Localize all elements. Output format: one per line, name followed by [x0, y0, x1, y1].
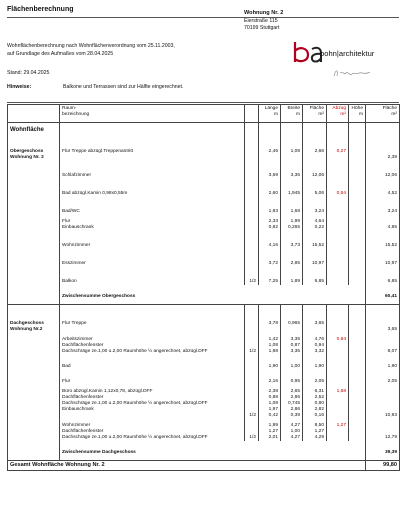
room-name-cell — [60, 249, 245, 267]
value-line: 1,00 — [290, 364, 300, 369]
header-flaeche — [303, 105, 327, 123]
value-line: 1,68 — [290, 208, 300, 214]
floor-label-cell — [8, 197, 60, 215]
total-area-cell: 12,79 — [366, 419, 400, 441]
value-line: 0,265 — [287, 224, 300, 230]
value-line: 15,52 — [311, 242, 324, 248]
value-line: 1,98 — [268, 349, 278, 354]
total-area-cell: 8,07 — [366, 333, 400, 355]
value-line: 3,35 — [290, 337, 300, 342]
value-line: 1,08 — [268, 401, 278, 406]
value-line: 2,33 — [268, 218, 278, 224]
value-cell-a — [303, 215, 327, 231]
address-line-3: 70199 Stuttgart — [244, 25, 280, 31]
factor-cell — [245, 312, 259, 333]
value-cell-l — [259, 215, 281, 231]
table-row — [8, 161, 400, 179]
subtotal-row — [8, 285, 400, 305]
hoehe-cell — [349, 197, 366, 215]
signature-image — [332, 67, 372, 79]
page-title: Flächenberechnung — [7, 6, 74, 13]
room-name-line: Dachflächenfenster — [62, 343, 104, 348]
header-abzug-unit: m² — [340, 112, 346, 117]
header-flaeche-total — [366, 105, 400, 123]
value-cell-l — [259, 267, 281, 285]
floor-label-cell — [8, 215, 60, 231]
hoehe-cell — [349, 419, 366, 441]
room-name-line: Flur Treppe — [62, 321, 87, 326]
room-name-cell — [60, 370, 245, 385]
floor-label: Obergeschoss — [10, 148, 44, 154]
room-name-line: Dachflächenfenster — [62, 429, 104, 434]
factor-cell — [245, 370, 259, 385]
value-cell-b — [281, 333, 303, 355]
header-hoehe — [349, 105, 366, 123]
value-line: 1,99 — [290, 218, 300, 224]
value-line: 3,24 — [314, 208, 324, 214]
room-name-line: Wohnzimmer — [62, 242, 91, 248]
hoehe-cell — [349, 137, 366, 161]
value-line: 4,29 — [314, 435, 324, 440]
value-line: 6,31 — [314, 389, 324, 394]
value-cell-l — [259, 370, 281, 385]
value-line: 1,68 — [336, 389, 346, 394]
value-cell-l — [259, 249, 281, 267]
table-row — [8, 419, 400, 441]
value-cell-l — [259, 333, 281, 355]
value-cell-l — [259, 137, 281, 161]
value-line: 2,95 — [290, 260, 300, 266]
section-row — [8, 123, 400, 137]
value-line: 1,27 — [314, 429, 324, 434]
value-line: 7,25 — [268, 278, 278, 284]
header-flaeche-label: Fläche — [309, 106, 324, 111]
hoehe-cell — [349, 333, 366, 355]
value-line: 0,80 — [314, 401, 324, 406]
factor-cell — [245, 197, 259, 215]
value-line: 4,27 — [290, 435, 300, 440]
table-row — [8, 137, 400, 161]
value-line: 1,90 — [314, 364, 324, 369]
header-raum-l1: Raum- — [62, 106, 77, 111]
value-cell-b — [281, 137, 303, 161]
value-line: 4,64 — [314, 218, 324, 224]
floor-unit-label: Wohnung Nr. 2 — [10, 154, 44, 160]
factor-cell — [245, 231, 259, 249]
table-row — [8, 355, 400, 370]
header-flaeche-total-unit: m² — [391, 112, 397, 117]
floor-label-cell — [8, 355, 60, 370]
room-name-line: Wohnzimmer — [62, 423, 91, 428]
value-line: 3,59 — [268, 172, 278, 178]
room-name-cell — [60, 355, 245, 370]
value-cell-a — [303, 267, 327, 285]
value-line: 4,76 — [314, 337, 324, 342]
grand-total-row — [8, 461, 400, 471]
value-line: 0,16 — [314, 413, 324, 418]
value-cell-a — [303, 231, 327, 249]
floor-label-cell — [8, 267, 60, 285]
value-line: 2,38 — [268, 389, 278, 394]
hinweis-label: Hinweise: — [7, 84, 32, 90]
value-cell-l — [259, 355, 281, 370]
room-name-cell — [60, 215, 245, 231]
hoehe-cell — [349, 215, 366, 231]
value-cell-ab — [327, 161, 349, 179]
room-name-line: Dachschräge ze.1,00 u.2,00 Raumhöhe ½ angerechnet, abzügl.DFF — [62, 349, 208, 354]
factor-cell — [245, 355, 259, 370]
value-cell-a — [303, 333, 327, 355]
table-row — [8, 333, 400, 355]
subtotal-empty — [8, 285, 60, 305]
room-name-cell — [60, 267, 245, 285]
section-spacer — [8, 304, 400, 312]
value-cell-ab — [327, 267, 349, 285]
hoehe-cell — [349, 370, 366, 385]
value-line: 3,35 — [290, 349, 300, 354]
factor-cell: 1/2 — [245, 419, 259, 441]
room-name-line: Esszimmer — [62, 260, 86, 266]
value-cell-b — [281, 370, 303, 385]
total-area-cell: 10,97 — [366, 249, 400, 267]
total-area-cell: 15,52 — [366, 231, 400, 249]
value-line: 6,85 — [314, 278, 324, 284]
floor-label-cell — [8, 137, 60, 161]
value-line: 1,00 — [290, 429, 300, 434]
value-cell-b — [281, 355, 303, 370]
value-line: 0,965 — [287, 321, 300, 326]
header-breite-label: Breite — [287, 106, 300, 111]
value-cell-a — [303, 355, 327, 370]
hinweis-text: Balkone und Terrassen sind zur Hälfte eingerechnet. — [63, 84, 184, 90]
room-name-cell — [60, 231, 245, 249]
value-line: 2,52 — [314, 395, 324, 400]
hoehe-cell — [349, 231, 366, 249]
value-cell-ab — [327, 355, 349, 370]
value-line: 3,72 — [268, 260, 278, 266]
value-line: 0,54 — [336, 190, 346, 196]
header-laenge — [259, 105, 281, 123]
value-line: 0,94 — [314, 343, 324, 348]
value-cell-ab — [327, 385, 349, 419]
room-name-line: Bad/WC — [62, 208, 80, 214]
value-line: 1,945 — [287, 190, 300, 196]
header-factor — [245, 105, 259, 123]
intro-line-1: Wohnflächenberechnung nach Wohnflächenverordnung vom 25.11.2003, — [7, 43, 175, 49]
value-line: 2,01 — [268, 435, 278, 440]
total-area-cell: 10,93 — [366, 385, 400, 419]
logo-text: bohn|architektur — [320, 49, 375, 58]
intro-text — [7, 43, 175, 58]
value-line: 2,86 — [290, 407, 300, 412]
value-cell-l — [259, 179, 281, 197]
floor-label-cell — [8, 312, 60, 333]
total-area-cell: 3,24 — [366, 197, 400, 215]
value-line: 1,97 — [268, 407, 278, 412]
value-cell-ab — [327, 333, 349, 355]
value-line: 3,78 — [268, 321, 278, 326]
value-cell-b — [281, 161, 303, 179]
header-empty — [8, 105, 60, 123]
intro-line-2: auf Grundlage des Aufmaßes vom 28.04.2025 — [7, 50, 114, 57]
subtotal-label: Zwischensumme Dachgeschoss — [60, 441, 366, 461]
value-line: 0,82 — [268, 224, 278, 230]
value-line: 12,06 — [311, 172, 324, 178]
value-line: 0,22 — [314, 224, 324, 230]
value-line: 1,93 — [268, 208, 278, 214]
hoehe-cell — [349, 267, 366, 285]
value-line: 1,90 — [268, 364, 278, 369]
factor-cell — [245, 215, 259, 231]
header-laenge-unit: m — [274, 112, 278, 117]
value-cell-b — [281, 215, 303, 231]
floor-label-cell — [8, 333, 60, 355]
header-laenge-label: Länge — [264, 106, 278, 111]
value-cell-a — [303, 137, 327, 161]
hoehe-cell — [349, 385, 366, 419]
value-line: 0,27 — [336, 148, 346, 154]
subtotal-empty — [8, 441, 60, 461]
room-name-cell — [60, 419, 245, 441]
room-name-cell — [60, 385, 245, 419]
value-line: 3,32 — [314, 349, 324, 354]
table-row — [8, 370, 400, 385]
value-cell-a — [303, 419, 327, 441]
total-area-cell: 3,65 — [366, 312, 400, 333]
total-area-cell: 12,06 — [366, 161, 400, 179]
hinweis-rule — [7, 102, 399, 103]
header-flaeche-total-label: Fläche — [382, 106, 397, 111]
room-name-line: Dachschräge ze.1,00 u.2,00 Raumhöhe ½ angerechnet, abzügl.DFF — [62, 435, 208, 440]
header-breite-unit: m — [296, 112, 300, 117]
factor-cell: 1/2 — [245, 385, 259, 419]
value-line: 10,97 — [311, 260, 324, 266]
address-line-2: Eierstraße 115 — [244, 17, 278, 24]
hoehe-cell — [349, 355, 366, 370]
area-table — [7, 104, 400, 471]
grand-total-value: 99,80 — [366, 461, 400, 471]
table-row — [8, 312, 400, 333]
header-rule — [7, 17, 399, 18]
value-line: 0,42 — [268, 413, 278, 418]
table-row — [8, 249, 400, 267]
value-line: 2,82 — [314, 407, 324, 412]
value-cell-a — [303, 161, 327, 179]
value-cell-b — [281, 197, 303, 215]
value-cell-b — [281, 179, 303, 197]
value-cell-a — [303, 179, 327, 197]
header-hoehe-label: Höhe — [351, 106, 363, 111]
value-line: 2,86 — [290, 395, 300, 400]
room-name-cell — [60, 197, 245, 215]
table-row — [8, 179, 400, 197]
hoehe-cell — [349, 161, 366, 179]
table-row — [8, 215, 400, 231]
value-line: 4,27 — [290, 423, 300, 428]
table-row — [8, 231, 400, 249]
room-name-line: Arbeitszimmer — [62, 337, 93, 342]
hoehe-cell — [349, 179, 366, 197]
factor-cell — [245, 137, 259, 161]
factor-cell — [245, 161, 259, 179]
floor-label-cell — [8, 249, 60, 267]
value-line: 1,08 — [290, 148, 300, 154]
value-cell-a — [303, 249, 327, 267]
hoehe-cell — [349, 312, 366, 333]
room-name-cell — [60, 312, 245, 333]
value-cell-b — [281, 249, 303, 267]
grand-total-label: Gesamt Wohnfläche Wohnung Nr. 2 — [8, 461, 366, 471]
room-name-line: Dachflächenfenster — [62, 395, 104, 400]
value-cell-ab — [327, 419, 349, 441]
total-area-cell: 4,85 — [366, 215, 400, 231]
factor-cell: 1/2 — [245, 267, 259, 285]
value-cell-l — [259, 197, 281, 215]
room-name-line: Einbauschrank — [62, 407, 94, 412]
value-cell-a — [303, 197, 327, 215]
value-cell-a — [303, 385, 327, 419]
room-name-line: Einbauschrank — [62, 224, 94, 230]
room-name-line: Bad — [62, 364, 71, 369]
total-area-cell: 4,52 — [366, 179, 400, 197]
value-line: 0,87 — [290, 343, 300, 348]
total-area-cell: 2,05 — [366, 370, 400, 385]
stand-date: Stand: 29.04.2025 — [7, 70, 50, 76]
value-cell-b — [281, 385, 303, 419]
floor-label-cell — [8, 179, 60, 197]
room-name-line: Flur — [62, 379, 71, 384]
value-cell-l — [259, 385, 281, 419]
floor-label: Dachgeschoss — [10, 321, 44, 326]
value-cell-l — [259, 161, 281, 179]
value-cell-ab — [327, 370, 349, 385]
section-title: Wohnfläche — [8, 123, 60, 137]
room-name-line: Flur — [62, 218, 71, 224]
address-block — [244, 10, 283, 33]
table-row — [8, 267, 400, 285]
value-line: 1,27 — [336, 423, 346, 428]
total-area-cell: 6,85 — [366, 267, 400, 285]
header-hoehe-unit: m — [359, 112, 363, 117]
value-line: 1,08 — [268, 343, 278, 348]
table-row — [8, 197, 400, 215]
value-line: 2,60 — [268, 190, 278, 196]
value-line: 1,42 — [268, 337, 278, 342]
value-cell-b — [281, 231, 303, 249]
value-line: 0,95 — [290, 379, 300, 384]
room-name-line: Büro abzügl.Kamin 1,12x0,78, abzügl.DFF — [62, 389, 153, 394]
floor-label-cell — [8, 385, 60, 419]
value-line: 0,88 — [268, 395, 278, 400]
room-name-cell — [60, 179, 245, 197]
room-name-cell — [60, 137, 245, 161]
value-cell-ab — [327, 137, 349, 161]
header-abzug-label: Abzug — [332, 106, 346, 111]
address-line-1: Wohnung Nr. 2 — [244, 10, 284, 16]
value-line: 0,94 — [336, 337, 346, 342]
room-name-line: Dachschräge ze.1,00 u.2,00 Raumhöhe ½ angerechnet, abzügl.DFF — [62, 401, 208, 406]
value-line: 2,46 — [268, 148, 278, 154]
value-line: 1,89 — [290, 278, 300, 284]
hoehe-cell — [349, 249, 366, 267]
value-line: 1,99 — [268, 423, 278, 428]
table-row — [8, 385, 400, 419]
value-cell-a — [303, 370, 327, 385]
header-abzug — [327, 105, 349, 123]
room-name-line: Balkon — [62, 278, 77, 284]
header-raum-l2: bezeichnung — [62, 112, 90, 117]
value-line: 8,50 — [314, 423, 324, 428]
value-cell-b — [281, 419, 303, 441]
factor-cell — [245, 249, 259, 267]
value-line: 0,745 — [287, 401, 300, 406]
room-name-line: Flur Treppe abzügl.Treppenantritt — [62, 148, 134, 154]
value-cell-ab — [327, 179, 349, 197]
subtotal-value: 60,41 — [366, 285, 400, 305]
value-cell-ab — [327, 231, 349, 249]
header-raum — [60, 105, 245, 123]
value-cell-a — [303, 312, 327, 333]
room-name-cell — [60, 161, 245, 179]
subtotal-label: Zwischensumme Obergeschoss — [60, 285, 366, 305]
value-line: 0,39 — [290, 413, 300, 418]
total-area-cell: 1,90 — [366, 355, 400, 370]
total-area-cell: 2,39 — [366, 137, 400, 161]
factor-cell: 1/2 — [245, 333, 259, 355]
subtotal-row — [8, 441, 400, 461]
floor-label-cell — [8, 161, 60, 179]
floor-label-cell — [8, 370, 60, 385]
value-cell-l — [259, 419, 281, 441]
value-line: 3,36 — [290, 172, 300, 178]
value-cell-l — [259, 312, 281, 333]
floor-unit-label: Wohnung Nr.2 — [10, 327, 43, 332]
header-flaeche-unit: m² — [318, 112, 324, 117]
floor-label-cell — [8, 231, 60, 249]
value-line: 3,73 — [290, 242, 300, 248]
value-cell-ab — [327, 215, 349, 231]
room-name-cell — [60, 333, 245, 355]
factor-cell — [245, 179, 259, 197]
floor-label-cell — [8, 419, 60, 441]
value-cell-b — [281, 267, 303, 285]
value-cell-ab — [327, 197, 349, 215]
value-line: 1,27 — [268, 429, 278, 434]
value-line: 5,06 — [314, 190, 324, 196]
value-cell-ab — [327, 312, 349, 333]
room-name-line: Bad abzügl.Kamin 0,98x0,55m — [62, 190, 128, 196]
subtotal-value: 39,39 — [366, 441, 400, 461]
value-cell-ab — [327, 249, 349, 267]
value-line: 2,65 — [290, 389, 300, 394]
table-header-row — [8, 105, 400, 123]
header-breite — [281, 105, 303, 123]
value-cell-b — [281, 312, 303, 333]
room-name-line: Schlafzimmer — [62, 172, 92, 178]
value-line: 2,66 — [314, 148, 324, 154]
value-line: 4,16 — [268, 242, 278, 248]
value-cell-l — [259, 231, 281, 249]
value-line: 2,05 — [314, 379, 324, 384]
value-line: 3,65 — [314, 321, 324, 326]
value-line: 2,16 — [268, 379, 278, 384]
